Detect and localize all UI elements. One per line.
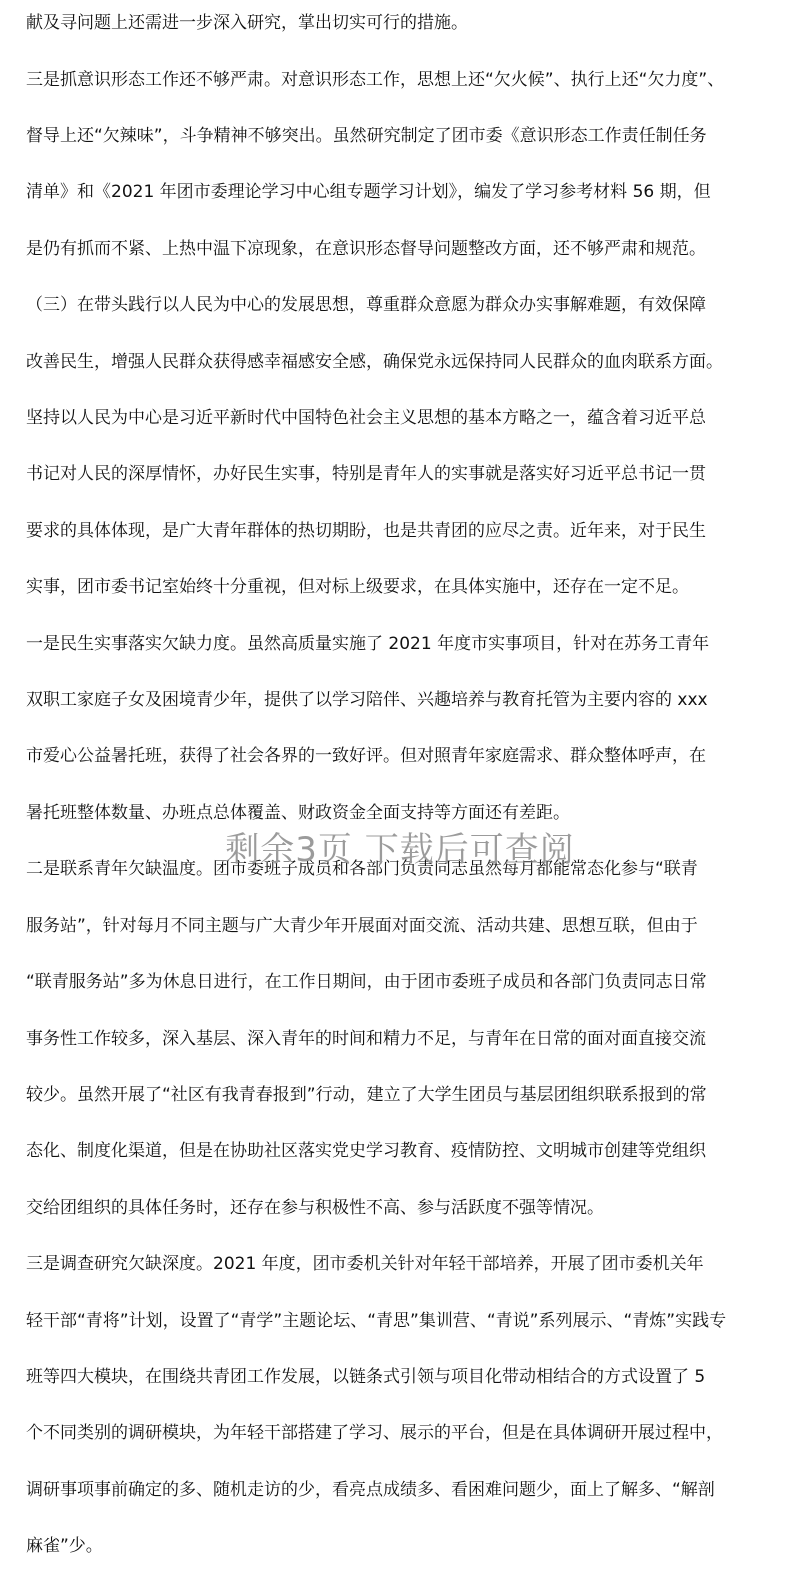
text-line: 实事，团市委书记室始终十分重视，但对标上级要求，在具体实施中，还存在一定不足。	[26, 577, 689, 598]
text-line: 交给团组织的具体任务时，还存在参与积极性不高、参与活跃度不强等情况。	[26, 1197, 604, 1218]
text-line: 改善民生，增强人民群众获得感幸福感安全感，确保党永远保持同人民群众的血肉联系方面。	[26, 351, 723, 372]
text-line: 三是抓意识形态工作还不够严肃。对意识形态工作，思想上还“欠火候”、执行上还“欠力度”、	[26, 69, 725, 90]
text-line: 要求的具体体现，是广大青年群体的热切期盼，也是共青团的应尽之责。近年来，对于民生	[26, 520, 706, 541]
text-line: 服务站”，针对每月不同主题与广大青少年开展面对面交流、活动共建、思想互联，但由于	[26, 915, 698, 936]
text-line: “联青服务站”多为休息日进行，在工作日期间，由于团市委班子成员和各部门负责同志日常	[26, 972, 707, 993]
remaining-pages-note: 剩余3页 下载后可查阅	[225, 830, 575, 870]
document-body	[26, 0, 778, 1589]
text-line: 二是联系青年欠缺温度。团市委班子成员和各部门负责同志虽然每月都能常态化参与“联青	[26, 859, 698, 880]
text-line: （三）在带头践行以人民为中心的发展思想，尊重群众意愿为群众办实事解难题，有效保障	[26, 295, 706, 316]
text-line: 班等四大模块，在围绕共青团工作发展，以链条式引领与项目化带动相结合的方式设置了 5	[26, 1366, 706, 1387]
text-line: 事务性工作较多，深入基层、深入青年的时间和精力不足，与青年在日常的面对面直接交流	[26, 1028, 706, 1049]
text-line: 调研事项事前确定的多、随机走访的少，看亮点成绩多、看困难问题少，面上了解多、“解剖	[26, 1479, 715, 1500]
text-line: 市爱心公益暑托班，获得了社会各界的一致好评。但对照青年家庭需求、群众整体呼声，在	[26, 746, 706, 767]
text-line: 双职工家庭子女及困境青少年，提供了以学习陪伴、兴趣培养与教育托管为主要内容的 xxx	[26, 690, 708, 711]
text-line: 书记对人民的深厚情怀，办好民生实事，特别是青年人的实事就是落实好习近平总书记一贯	[26, 464, 706, 485]
text-line: 较少。虽然开展了“社区有我青春报到”行动，建立了大学生团员与基层团组织联系报到的常	[26, 1084, 707, 1105]
text-line: 暑托班整体数量、办班点总体覆盖、财政资金全面支持等方面还有差距。	[26, 802, 570, 823]
text-line: 三是调查研究欠缺深度。2021 年度，团市委机关针对年轻干部培养，开展了团市委机关年	[26, 1254, 704, 1275]
text-line: 是仍有抓而不紧、上热中温下凉现象，在意识形态督导问题整改方面，还不够严肃和规范。	[26, 238, 706, 259]
text-line: 献及寻问题上还需进一步深入研究，掌出切实可行的措施。	[26, 13, 468, 34]
text-line: 个不同类别的调研模块，为年轻干部搭建了学习、展示的平台，但是在具体调研开展过程中，	[26, 1423, 723, 1444]
text-line: 督导上还“欠辣味”，斗争精神不够突出。虽然研究制定了团市委《意识形态工作责任制任务	[26, 126, 707, 147]
text-line: 清单》和《2021 年团市委理论学习中心组专题学习计划》，编发了学习参考材料 56 期，但	[26, 182, 711, 203]
text-line: 态化、制度化渠道，但是在协助社区落实党史学习教育、疫情防控、文明城市创建等党组织	[26, 1141, 706, 1162]
text-line: 轻干部“青将”计划，设置了“青学”主题论坛、“青思”集训营、“青说”系列展示、“青炼”实践专	[26, 1310, 727, 1331]
text-line: 麻雀”少。	[26, 1536, 103, 1557]
text-line: 一是民生实事落实欠缺力度。虽然高质量实施了 2021 年度市实事项目，针对在苏务工青年	[26, 633, 710, 654]
text-line: 坚持以人民为中心是习近平新时代中国特色社会主义思想的基本方略之一，蕴含着习近平总	[26, 408, 706, 429]
